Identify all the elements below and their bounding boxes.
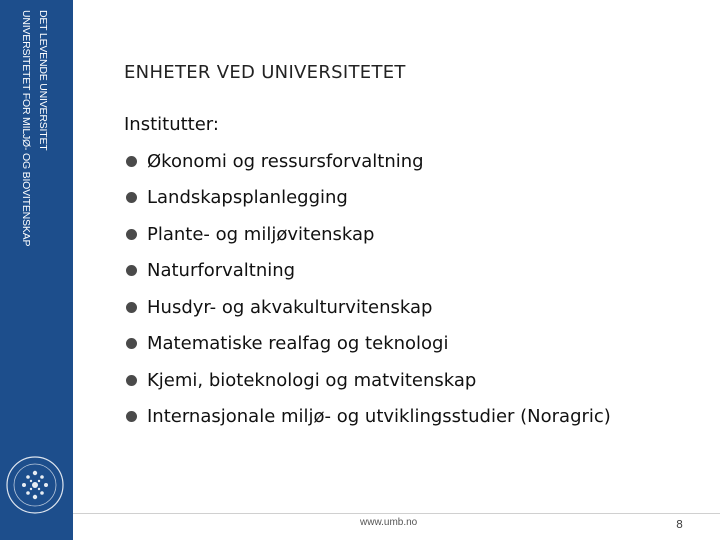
- sidebar: [0, 0, 73, 540]
- institute-list: [126, 143, 611, 435]
- list-item-label: Plante- og miljøvitenskap: [147, 223, 375, 245]
- list-item: [126, 362, 611, 399]
- list-item: [126, 180, 611, 217]
- list-item: [126, 216, 611, 253]
- list-item-label: Landskapsplanlegging: [147, 187, 348, 209]
- list-item-label: Internasjonale miljø- og utviklingsstudier (Noragric): [147, 406, 611, 428]
- list-item-label: Husdyr- og akvakulturvitenskap: [147, 296, 433, 318]
- bullet-icon: [126, 375, 137, 386]
- list-item-label: Kjemi, bioteknologi og matvitenskap: [147, 369, 477, 391]
- list-item: [126, 253, 611, 290]
- list-item-label: Økonomi og ressursforvaltning: [147, 150, 424, 172]
- slide-subtitle: Institutter:: [124, 114, 219, 135]
- footer-divider: [73, 513, 720, 514]
- page-number: 8: [676, 518, 683, 531]
- bullet-icon: [126, 156, 137, 167]
- bullet-icon: [126, 229, 137, 240]
- list-item: [126, 289, 611, 326]
- slide-title: ENHETER VED UNIVERSITETET: [124, 62, 406, 83]
- list-item: [126, 143, 611, 180]
- tagline: DET LEVENDE UNIVERSITET: [37, 10, 49, 151]
- bullet-icon: [126, 302, 137, 313]
- list-item: [126, 399, 611, 436]
- bullet-icon: [126, 411, 137, 422]
- list-item-label: Naturforvaltning: [147, 260, 296, 282]
- footer-url[interactable]: www.umb.no: [360, 517, 418, 528]
- list-item-label: Matematiske realfag og teknologi: [147, 333, 449, 355]
- university-seal-icon: [4, 442, 66, 528]
- university-name: UNIVERSITETET FOR MILJØ- OG BIOVITENSKAP: [20, 10, 32, 247]
- list-item: [126, 326, 611, 363]
- bullet-icon: [126, 265, 137, 276]
- bullet-icon: [126, 192, 137, 203]
- bullet-icon: [126, 338, 137, 349]
